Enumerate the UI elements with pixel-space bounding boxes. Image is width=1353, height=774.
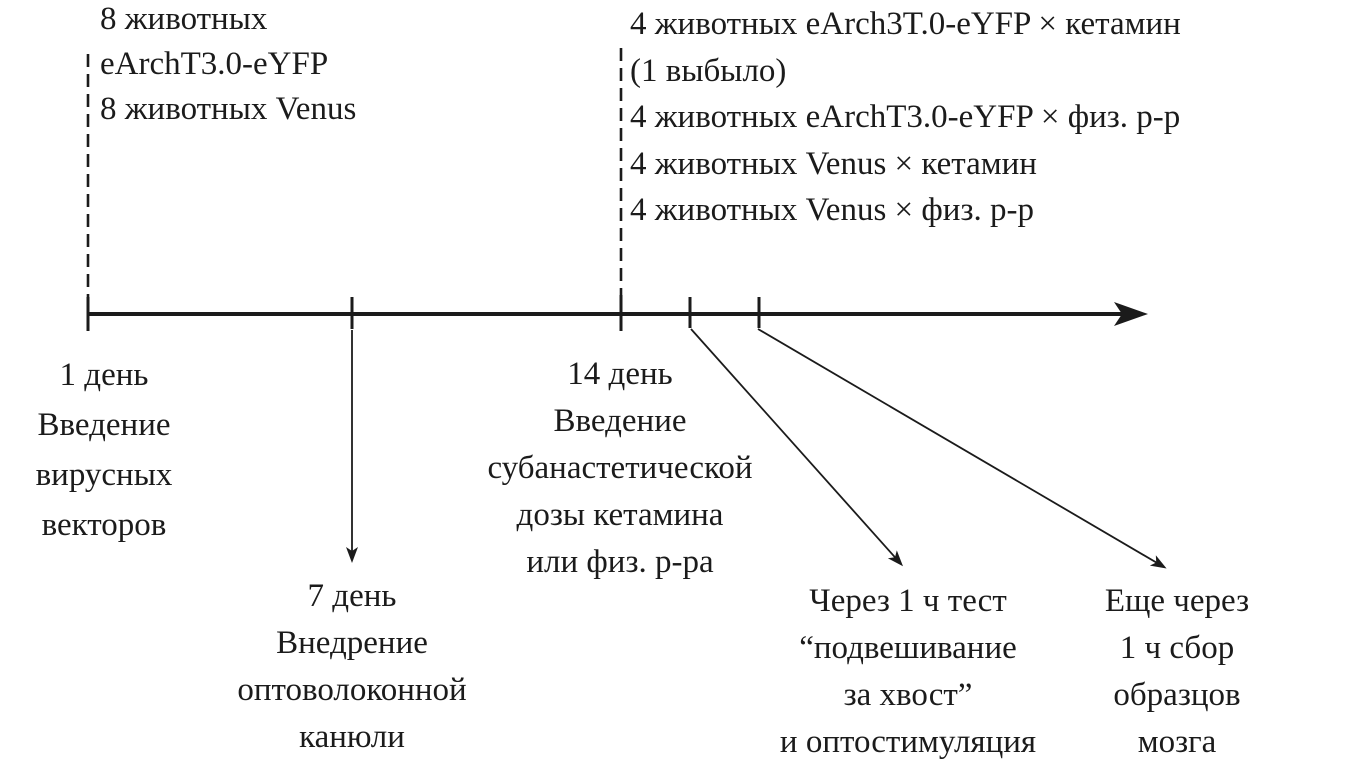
cohort-line: 8 животных bbox=[100, 1, 268, 37]
event-line: Введение bbox=[37, 407, 171, 443]
group-split-annotation bbox=[630, 1, 1181, 234]
event-line: 7 день bbox=[307, 578, 397, 614]
event-line: Через 1 ч тест bbox=[809, 583, 1007, 619]
arrow-brain bbox=[758, 329, 1164, 567]
group-line: (1 выбыло) bbox=[630, 52, 787, 89]
event-line: Внедрение bbox=[276, 625, 428, 661]
event-day14-label bbox=[425, 351, 815, 586]
event-line: субанастетической bbox=[487, 450, 753, 486]
event-test-label bbox=[745, 578, 1071, 766]
event-line: и оптостимуляция bbox=[779, 724, 1037, 760]
event-line: канюли bbox=[299, 719, 405, 755]
event-line: 1 день bbox=[59, 357, 149, 393]
event-line: 1 ч сбор bbox=[1119, 630, 1235, 666]
event-line: Введение bbox=[553, 403, 687, 439]
event-day7-label bbox=[187, 573, 517, 761]
event-line: или физ. р-ра bbox=[526, 544, 714, 580]
cohort-line: 8 животных Venus bbox=[100, 91, 357, 127]
group-line: 4 животных eArch3T.0-eYFP × кетамин bbox=[630, 6, 1181, 42]
event-line: “подвешивание bbox=[799, 630, 1017, 666]
cohort-line: eArchT3.0-eYFP bbox=[100, 46, 329, 82]
event-line: дозы кетамина bbox=[516, 497, 724, 533]
event-line: 14 день bbox=[567, 356, 673, 392]
event-line: векторов bbox=[41, 507, 167, 543]
group-line: 4 животных eArchT3.0-eYFP × физ. р-р bbox=[630, 99, 1181, 135]
group-line: 4 животных Venus × физ. р-р bbox=[630, 192, 1034, 228]
event-line: мозга bbox=[1137, 724, 1217, 760]
cohort-annotation bbox=[100, 0, 356, 132]
event-brain-label bbox=[1078, 578, 1276, 766]
event-line: образцов bbox=[1113, 677, 1241, 713]
group-line: 4 животных Venus × кетамин bbox=[630, 145, 1037, 182]
event-line: Еще через bbox=[1104, 583, 1250, 619]
event-day1-label bbox=[0, 350, 218, 550]
event-line: вирусных bbox=[35, 457, 173, 493]
event-line: за хвост” bbox=[843, 677, 973, 713]
event-line: оптоволоконной bbox=[237, 672, 467, 708]
